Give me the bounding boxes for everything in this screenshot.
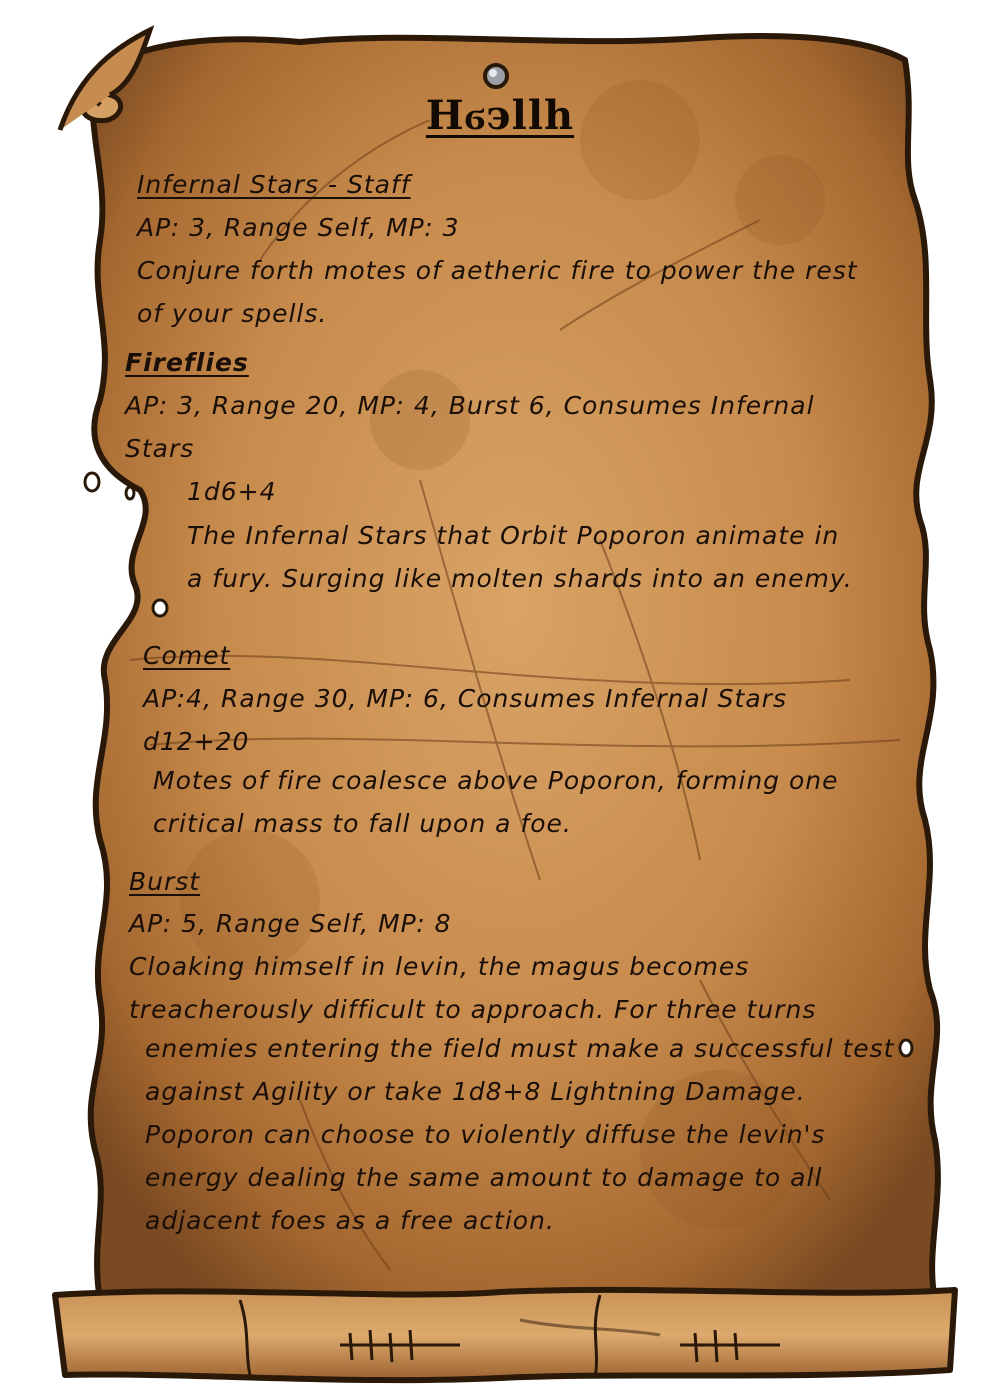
spell-name-burst: Burst — [129, 867, 201, 896]
spell-damage-fireflies: 1d6+4 — [187, 477, 277, 506]
spell-stats-comet: AP:4, Range 30, MP: 6, Consumes Infernal Stars — [143, 684, 787, 713]
spell-stats-infernal-stars: AP: 3, Range Self, MP: 3 — [137, 213, 460, 242]
spell-desc-line: treacherously difficult to approach. For three turns — [129, 995, 817, 1024]
spell-damage-comet: d12+20 — [143, 727, 250, 756]
spell-desc-line: against Agility or take 1d8+8 Lightning Damage. — [145, 1077, 806, 1106]
spell-desc-line: Cloaking himself in levin, the magus becomes — [129, 952, 750, 981]
spell-desc-line: Conjure forth motes of aetheric fire to power the rest — [137, 256, 858, 285]
spell-name-infernal-stars: Infernal Stars - Staff — [137, 170, 411, 199]
spell-name-comet: Comet — [143, 641, 231, 670]
spell-desc-line: of your spells. — [137, 299, 328, 328]
spell-name-fireflies: Fireflies — [125, 348, 249, 377]
spell-desc-line: enemies entering the field must make a successful test — [145, 1034, 895, 1063]
spell-desc-line: energy dealing the same amount to damage to all — [145, 1163, 823, 1192]
spell-desc-line: Poporon can choose to violently diffuse the levin's — [145, 1120, 826, 1149]
spell-desc-line: adjacent foes as a free action. — [145, 1206, 555, 1235]
page-title: Hϭ϶llh — [425, 92, 575, 139]
spell-stats-fireflies-cont: Stars — [125, 434, 195, 463]
spell-desc-line: critical mass to fall upon a foe. — [153, 809, 572, 838]
spell-desc-line: Motes of fire coalesce above Poporon, forming one — [153, 766, 839, 795]
spell-desc-line: The Infernal Stars that Orbit Poporon animate in — [187, 521, 840, 550]
spell-stats-burst: AP: 5, Range Self, MP: 8 — [129, 909, 452, 938]
pin-icon — [485, 65, 507, 87]
spell-stats-fireflies: AP: 3, Range 20, MP: 4, Burst 6, Consumes Infernal — [125, 391, 815, 420]
bottom-roll — [55, 1290, 955, 1380]
spell-desc-line: a fury. Surging like molten shards into an enemy. — [187, 564, 853, 593]
